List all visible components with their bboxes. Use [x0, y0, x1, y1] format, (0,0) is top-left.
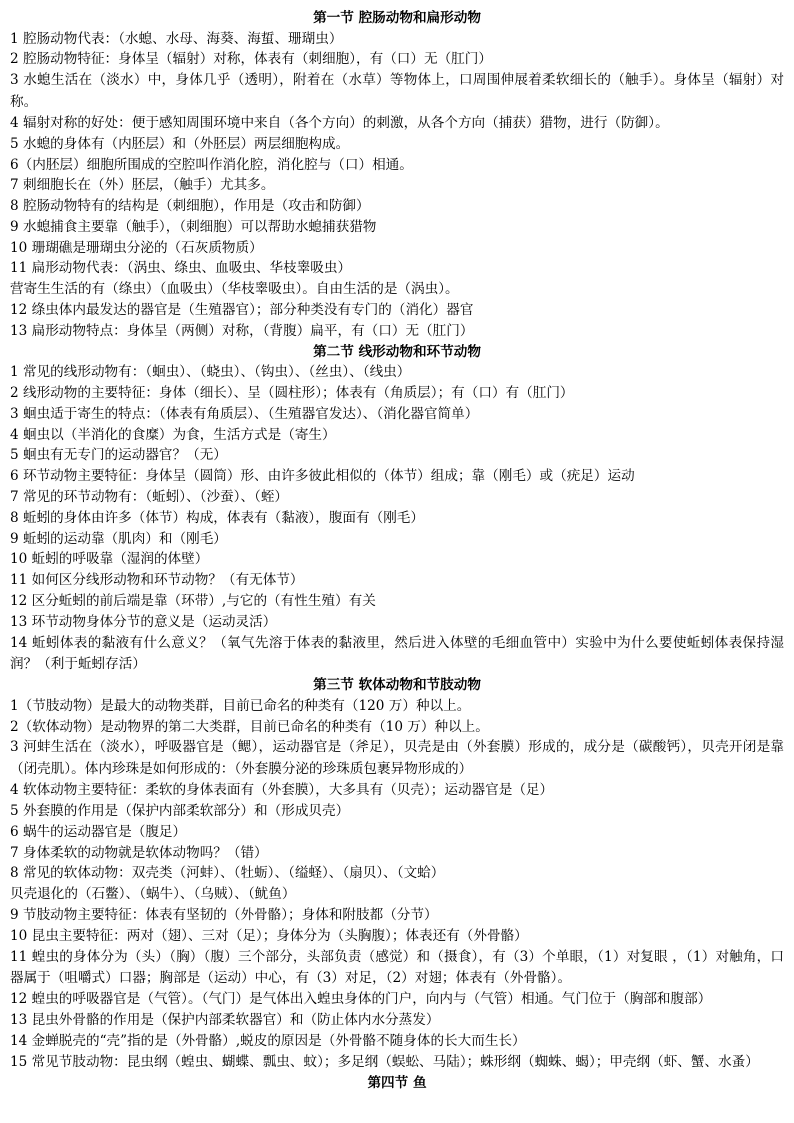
list-item: 11 扁形动物代表：（涡虫、绦虫、血吸虫、华枝睾吸虫）: [10, 260, 352, 277]
list-item: 9 水螅捕食主要靠（触手），（刺细胞）可以帮助水螅捕获猎物: [10, 218, 377, 235]
list-item: 6 蜗牛的运动器官是（腹足）: [10, 823, 187, 840]
list-item: 1（节肢动物）是最大的动物类群，目前已命名的种类有（120 万）种以上。: [10, 697, 471, 714]
list-item: 8 常见的软体动物：双壳类（河蚌）、（牡蛎）、（缢蛏）、（扇贝）、（文蛤）: [10, 865, 445, 882]
list-item: 贝壳退化的（石鳖）、（蜗牛）、（乌贼）、（鱿鱼）: [10, 886, 296, 903]
section-title: 第三节 软体动物和节肢动物: [313, 677, 481, 694]
list-item: 2（软体动物）是动物界的第二大类群，目前已命名的种类有（10 万）种以上。: [10, 718, 489, 735]
list-item: 10 珊瑚礁是珊瑚虫分泌的（石灰质物质）: [10, 239, 263, 256]
list-item: 5 水螅的身体有（内胚层）和（外胚层）两层细胞构成。: [10, 135, 350, 152]
list-item: 7 常见的环节动物有：（蚯蚓）、（沙蚕）、（蛭）: [10, 488, 289, 505]
list-item: 3 水螅生活在（淡水）中，身体几乎（透明），附着在（水草）等物体上，口周围伸展着柔软细长的（触手）。身体呈（辐射）对称。: [10, 72, 784, 110]
section-title: 第四节 鱼: [367, 1074, 427, 1091]
list-item: 2 腔肠动物特征：身体呈（辐射）对称，体表有（刺细胞），有（口）无（肛门）: [10, 51, 492, 68]
list-item: 11 蝗虫的身体分为（头）（胸）（腹）三个部分，头部负责（感觉）和（摄食），有（3）个单眼，（1）对复眼 ，（1）对触角，口器属于（咀嚼式）口器；胸部是（运动）中心，有（3）对足，（2）对翅；体表有（外骨骼）。: [10, 948, 784, 987]
list-item: 7 刺细胞长在（外）胚层，（触手）尤其多。: [10, 177, 275, 194]
list-item: 5 外套膜的作用是（保护内部柔软部分）和（形成贝壳）: [10, 803, 350, 820]
list-item: 12 区分蚯蚓的前后端是靠（环带）,与它的（有性生殖）有关: [10, 592, 376, 609]
list-item: 10 昆虫主要特征：两对（翅）、三对（足）；身体分为（头胸腹）；体表还有（外骨骼）: [10, 927, 528, 944]
list-item: 1 腔肠动物代表：（水螅、水母、海葵、海蜇、珊瑚虫）: [10, 30, 343, 47]
list-item: 8 腔肠动物特有的结构是（刺细胞），作用是（攻击和防御）: [10, 198, 370, 215]
list-item: 4 蛔虫以（半消化的食糜）为食，生活方式是（寄生）: [10, 426, 336, 443]
list-item: 6（内胚层）细胞所围成的空腔叫作消化腔，消化腔与（口）相通。: [10, 156, 413, 173]
list-item: 3 蛔虫适于寄生的特点：（体表有角质层）、（生殖器官发达）、（消化器官简单）: [10, 405, 479, 422]
list-item: 3 河蚌生活在（淡水），呼吸器官是（鳃），运动器官是（斧足），贝壳是由（外套膜）形成的，成分是（碳酸钙），贝壳开闭是靠（闭壳肌）。体内珍珠是如何形成的：（外套膜分泌的珍珠质包裹异物形成的）: [10, 739, 784, 777]
list-item: 12 蝗虫的呼吸器官是（气管）。（气门）是气体出入蝗虫身体的门户，向内与（气管）相通。气门位于（胸部和腹部）: [10, 991, 712, 1008]
list-item: 14 金蝉脱壳的“壳”指的是（外骨骼）,蜕皮的原因是（外骨骼不随身体的长大而生长）: [10, 1033, 526, 1050]
list-item: 4 辐射对称的好处：便于感知周围环境中来自（各个方向）的刺激，从各个方向（捕获）猎物，进行（防御）。: [10, 114, 669, 131]
list-item: 4 软体动物主要特征：柔软的身体表面有（外套膜），大多具有（贝壳）；运动器官是（足）: [10, 782, 554, 799]
list-item: 2 线形动物的主要特征：身体（细长）、呈（圆柱形）；体表有（角质层）；有（口）有（肛门）: [10, 384, 574, 401]
section-title: 第一节 腔肠动物和扁形动物: [313, 10, 481, 26]
list-item: 5 蛔虫有无专门的运动器官？（无）: [10, 447, 227, 464]
list-item: 9 节肢动物主要特征：体表有坚韧的（外骨骼）；身体和附肢都（分节）: [10, 907, 438, 924]
list-item: 15 常见节肢动物：昆虫纲（蝗虫、蝴蝶、瓢虫、蚊）；多足纲（蜈蚣、马陆）；蛛形纲（蜘蛛、蝎）；甲壳纲（虾、蟹、水蚤）: [10, 1053, 759, 1070]
list-item: 14 蚯蚓体表的黏液有什么意义？（氧气先溶于体表的黏液里，然后进入体壁的毛细血管中）实验中为什么要使蚯蚓体表保持湿润？（利于蚯蚓存活）: [10, 634, 784, 672]
list-item: 10 蚯蚓的呼吸靠（湿润的体壁）: [10, 551, 209, 568]
list-item: 12 绦虫体内最发达的器官是（生殖器官）；部分种类没有专门的（消化）器官: [10, 302, 474, 319]
list-item: 13 扁形动物特点：身体呈（两侧）对称，（背腹）扁平，有（口）无（肛门）: [10, 322, 474, 339]
list-item: 6 环节动物主要特征：身体呈（圆筒）形、由许多彼此相似的（体节）组成；靠（刚毛）或（疣足）运动: [10, 468, 635, 485]
list-item: 11 如何区分线形动物和环节动物？（有无体节）: [10, 572, 304, 589]
list-item: 1 常见的线形动物有：（蛔虫）、（蛲虫）、（钩虫）、（丝虫）、（线虫）: [10, 364, 411, 381]
list-item: 营寄生生活的有（绦虫）（血吸虫）（华枝睾吸虫）。自由生活的是（涡虫）。: [10, 281, 459, 298]
list-item: 8 蚯蚓的身体由许多（体节）构成，体表有（黏液），腹面有（刚毛）: [10, 509, 424, 526]
list-item: 13 环节动物身体分节的意义是（运动灵活）: [10, 613, 277, 630]
list-item: 9 蚯蚓的运动靠（肌肉）和（刚毛）: [10, 530, 227, 547]
list-item: 7 身体柔软的动物就是软体动物吗？（错）: [10, 844, 268, 861]
section-title: 第二节 线形动物和环节动物: [313, 343, 481, 360]
list-item: 13 昆虫外骨骼的作用是（保护内部柔软器官）和（防止体内水分蒸发）: [10, 1012, 440, 1029]
